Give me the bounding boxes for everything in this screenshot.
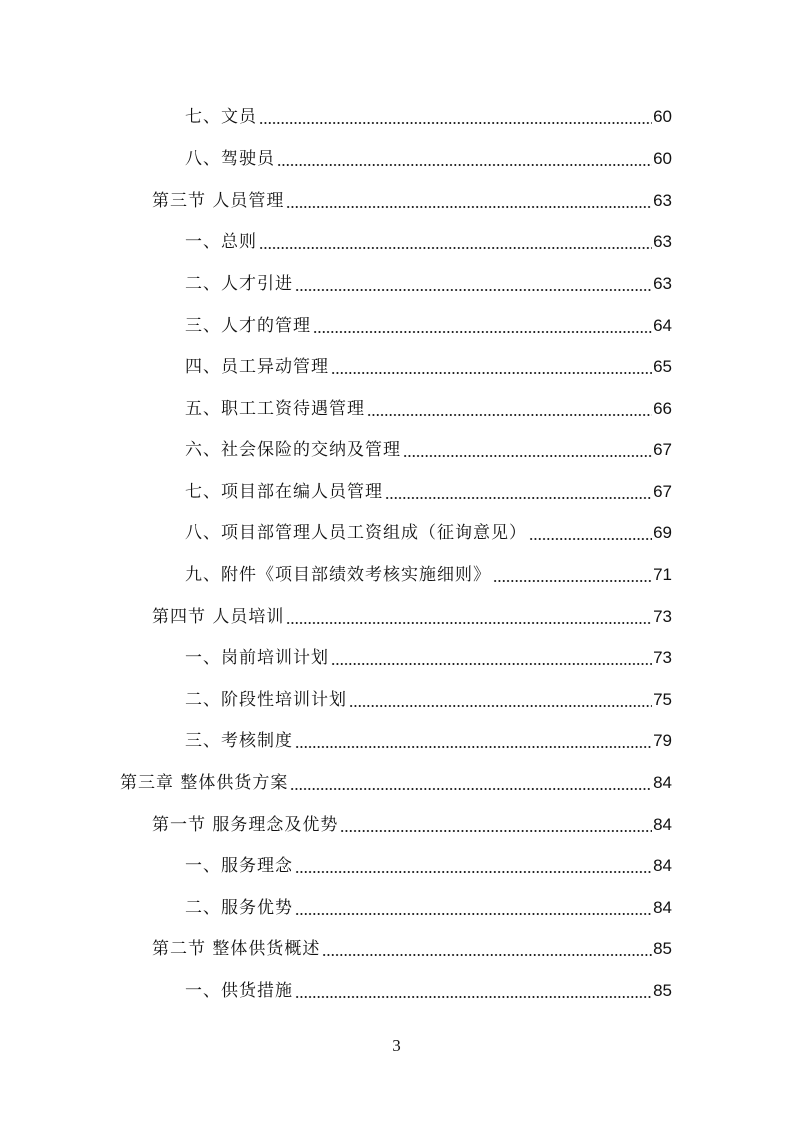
dot-leader xyxy=(367,397,652,421)
toc-entry[interactable] xyxy=(185,314,672,338)
dot-leader xyxy=(295,896,652,920)
toc-entry-page: 73 xyxy=(653,648,672,667)
toc-entry-page: 79 xyxy=(653,731,672,750)
toc-entry-page: 65 xyxy=(653,357,672,376)
toc-entry-page: 63 xyxy=(653,274,672,293)
toc-entry-title: 第一节 服务理念及优势 xyxy=(152,815,339,835)
toc-entry-title: 七、项目部在编人员管理 xyxy=(185,482,383,502)
toc-entry-page: 73 xyxy=(653,607,672,626)
toc-entry-page: 63 xyxy=(653,232,672,251)
toc-entry-page: 84 xyxy=(653,898,672,917)
toc-entry-title: 四、员工异动管理 xyxy=(185,357,329,377)
toc-entry[interactable] xyxy=(185,147,672,171)
dot-leader xyxy=(286,189,652,213)
toc-entry[interactable] xyxy=(185,480,672,504)
toc-entry-page: 84 xyxy=(653,856,672,875)
toc-entry[interactable] xyxy=(185,563,672,587)
page-number: 3 xyxy=(392,1036,401,1055)
toc-entry-title: 一、岗前培训计划 xyxy=(185,648,329,668)
toc-entry-title: 九、附件《项目部绩效考核实施细则》 xyxy=(185,565,491,585)
toc-entry-page: 84 xyxy=(653,815,672,834)
toc-entry[interactable] xyxy=(185,230,672,254)
toc-entry-page: 64 xyxy=(653,316,672,335)
dot-leader xyxy=(295,272,652,296)
toc-entry[interactable] xyxy=(185,438,672,462)
dot-leader xyxy=(277,147,652,171)
toc-entry[interactable] xyxy=(185,646,672,670)
toc-entry-title: 三、考核制度 xyxy=(185,731,293,751)
dot-leader xyxy=(322,937,652,961)
dot-leader xyxy=(286,605,652,629)
toc-entry-title: 七、文员 xyxy=(185,107,257,127)
toc-entry-title: 八、项目部管理人员工资组成（征询意见） xyxy=(185,523,527,543)
dot-leader xyxy=(290,771,652,795)
toc-entry[interactable] xyxy=(152,813,672,837)
dot-leader xyxy=(529,521,652,545)
toc-entry-page: 63 xyxy=(653,191,672,210)
toc-entry-title: 三、人才的管理 xyxy=(185,316,311,336)
dot-leader xyxy=(295,979,652,1003)
toc-entry-title: 第三章 整体供货方案 xyxy=(120,773,289,793)
dot-leader xyxy=(331,646,652,670)
dot-leader xyxy=(295,854,652,878)
toc-entry[interactable] xyxy=(185,397,672,421)
dot-leader xyxy=(259,230,652,254)
toc-entry[interactable] xyxy=(185,854,672,878)
toc-entry-title: 一、服务理念 xyxy=(185,856,293,876)
dot-leader xyxy=(385,480,652,504)
toc-entry-page: 67 xyxy=(653,482,672,501)
toc-entry-page: 69 xyxy=(653,523,672,542)
dot-leader xyxy=(331,355,652,379)
toc-entry[interactable] xyxy=(120,771,672,795)
dot-leader xyxy=(313,314,652,338)
dot-leader xyxy=(295,729,652,753)
toc-entry[interactable] xyxy=(185,272,672,296)
toc-entry-page: 85 xyxy=(653,939,672,958)
dot-leader xyxy=(349,688,652,712)
toc-entry[interactable] xyxy=(152,937,672,961)
toc-entry[interactable] xyxy=(185,521,672,545)
toc-entry[interactable] xyxy=(152,605,672,629)
toc-entry-title: 一、供货措施 xyxy=(185,981,293,1001)
toc-entry[interactable] xyxy=(185,729,672,753)
toc-entry-page: 66 xyxy=(653,399,672,418)
toc-entry-page: 84 xyxy=(653,773,672,792)
toc-entry[interactable] xyxy=(185,688,672,712)
toc-entry-page: 85 xyxy=(653,981,672,1000)
toc-entry[interactable] xyxy=(185,979,672,1003)
dot-leader xyxy=(403,438,652,462)
dot-leader xyxy=(259,105,652,129)
toc-entry[interactable] xyxy=(152,189,672,213)
toc-entry-page: 60 xyxy=(653,149,672,168)
dot-leader xyxy=(340,813,652,837)
toc-entry-title: 五、职工工资待遇管理 xyxy=(185,399,365,419)
toc-entry[interactable] xyxy=(185,355,672,379)
toc-entry-title: 六、社会保险的交纳及管理 xyxy=(185,440,401,460)
toc-entry-title: 一、总则 xyxy=(185,232,257,252)
toc-entry-page: 60 xyxy=(653,107,672,126)
toc-entry-title: 八、驾驶员 xyxy=(185,149,275,169)
toc-entry[interactable] xyxy=(185,896,672,920)
toc-entry-title: 第二节 整体供货概述 xyxy=(152,939,321,959)
dot-leader xyxy=(493,563,652,587)
toc-entry-title: 第四节 人员培训 xyxy=(152,607,285,627)
toc-entry-title: 二、服务优势 xyxy=(185,898,293,918)
toc-entry-page: 75 xyxy=(653,690,672,709)
toc-entry[interactable] xyxy=(185,105,672,129)
toc-entry-page: 67 xyxy=(653,440,672,459)
toc-entry-title: 第三节 人员管理 xyxy=(152,191,285,211)
toc-entry-page: 71 xyxy=(653,565,672,584)
toc-entry-title: 二、人才引进 xyxy=(185,274,293,294)
toc-entry-title: 二、阶段性培训计划 xyxy=(185,690,347,710)
